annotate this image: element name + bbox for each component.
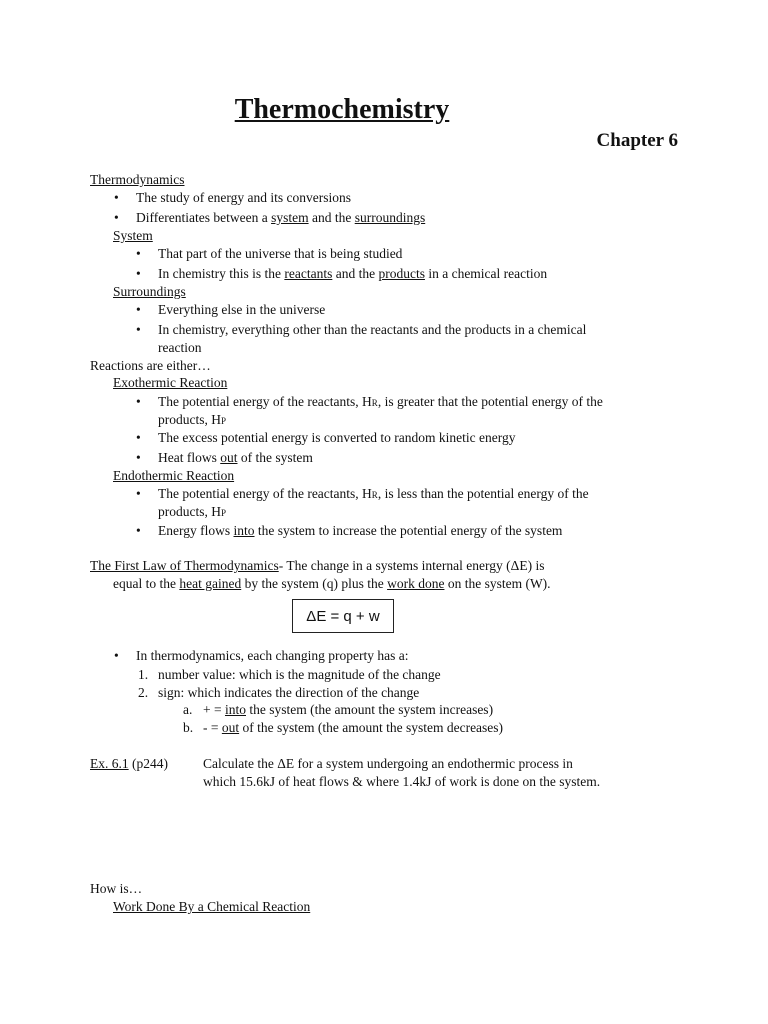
chapter-label: Chapter 6	[596, 130, 678, 151]
term-into: into	[224, 702, 246, 717]
bullet-text: , is greater that the potential energy of the	[377, 394, 603, 409]
bullet-text: products, H	[158, 504, 221, 519]
properties-bullet	[136, 647, 409, 665]
first-law-text: - The change in a systems internal energy (ΔE) is	[278, 558, 545, 573]
sign-item-a	[203, 701, 493, 719]
first-law-line-1	[90, 557, 544, 575]
example-label	[90, 755, 168, 773]
subscript-p: P	[221, 416, 227, 426]
bullet-text: and the	[332, 266, 379, 281]
bullet-text: and the	[308, 210, 355, 225]
property-item-1: number value: which is the magnitude of the change	[158, 667, 441, 682]
property-number-2: 2.	[138, 685, 149, 700]
bullet-text: The potential energy of the reactants, H	[158, 394, 372, 409]
subscript-r: R	[371, 490, 378, 500]
term-heat-gained: heat gained	[179, 576, 242, 591]
system-heading: System	[113, 228, 153, 243]
term-into: into	[233, 523, 255, 538]
surroundings-bullet-2-cont: reaction	[158, 340, 202, 355]
sign-text: the system (the amount the system increases)	[246, 702, 494, 717]
bullet-text: Everything else in the universe	[158, 302, 326, 317]
sign-text: of the system (the amount the system decreases)	[239, 720, 504, 735]
how-is-text: How is…	[90, 881, 143, 896]
subscript-p: P	[221, 508, 227, 518]
thermodynamics-heading: Thermodynamics	[90, 172, 185, 187]
exothermic-bullet-3	[158, 449, 313, 467]
surroundings-heading: Surroundings	[113, 284, 186, 299]
term-products: products	[378, 266, 425, 281]
first-law-text: equal to the	[113, 576, 180, 591]
bullet-text: The potential energy of the reactants, H	[158, 486, 372, 501]
sign-text: - =	[203, 720, 222, 735]
bullet-text: , is less than the potential energy of the	[377, 486, 589, 501]
first-law-text: by the system (q) plus the	[241, 576, 388, 591]
bullet-text: That part of the universe that is being studied	[158, 246, 403, 261]
first-law-line-2	[113, 575, 551, 593]
term-work-done: work done	[387, 576, 445, 591]
endothermic-bullet-1-cont	[158, 503, 226, 522]
first-law-text: on the system (W).	[444, 576, 551, 591]
surroundings-bullet-1	[158, 301, 325, 319]
bullet-text: Heat flows	[158, 450, 221, 465]
term-out: out	[220, 450, 238, 465]
endothermic-bullet-2	[158, 522, 562, 540]
term-system: system	[271, 210, 309, 225]
bullet-text: In chemistry this is the	[158, 266, 285, 281]
term-surroundings: surroundings	[354, 210, 426, 225]
exothermic-heading: Exothermic Reaction	[113, 375, 228, 390]
thermodynamics-bullet-2	[136, 209, 425, 227]
term-reactants: reactants	[284, 266, 333, 281]
bullet-text: In thermodynamics, each changing property has a:	[136, 648, 409, 663]
endothermic-heading: Endothermic Reaction	[113, 468, 235, 483]
equation-text: ΔE = q + w	[306, 607, 380, 625]
bullet-text: The excess potential energy is converted to random kinetic energy	[158, 430, 516, 445]
bullet-text: in a chemical reaction	[424, 266, 548, 281]
exothermic-bullet-1-cont	[158, 411, 226, 430]
bullet-text: Differentiates between a	[136, 210, 272, 225]
bullet-text: The study of energy and its conversions	[136, 190, 351, 205]
first-law-title: The First Law of Thermodynamics	[90, 558, 279, 573]
endothermic-bullet-1	[158, 485, 589, 504]
property-number-1: 1.	[138, 667, 149, 682]
exothermic-bullet-1	[158, 393, 603, 412]
thermodynamics-bullet-1	[136, 189, 351, 207]
document-title: Thermochemistry	[234, 94, 450, 125]
reactions-either-text: Reactions are either…	[90, 358, 211, 373]
term-out: out	[221, 720, 240, 735]
example-line-1: Calculate the ΔE for a system undergoing an endothermic process in	[203, 756, 573, 771]
example-page-ref: (p244)	[128, 756, 168, 771]
exothermic-bullet-2	[158, 429, 516, 447]
sign-item-b	[203, 719, 503, 737]
sign-label-b: b.	[183, 720, 194, 735]
bullet-text: the system to increase the potential energy of the system	[254, 523, 563, 538]
subscript-r: R	[371, 398, 378, 408]
bullet-text: of the system	[237, 450, 313, 465]
equation-box	[292, 599, 394, 633]
sign-label-a: a.	[183, 702, 193, 717]
system-bullet-2	[158, 265, 547, 283]
sign-text: + =	[203, 702, 225, 717]
bullet-text: In chemistry, everything other than the reactants and the products in a chemical	[158, 322, 587, 337]
bullet-text: Energy flows	[158, 523, 234, 538]
bullet-text: products, H	[158, 412, 221, 427]
property-item-2: sign: which indicates the direction of the change	[158, 685, 420, 700]
surroundings-bullet-2	[158, 321, 586, 339]
work-done-heading: Work Done By a Chemical Reaction	[113, 899, 311, 914]
example-number: Ex. 6.1	[90, 756, 129, 771]
system-bullet-1	[158, 245, 402, 263]
example-line-2: which 15.6kJ of heat flows & where 1.4kJ of work is done on the system.	[203, 774, 601, 789]
